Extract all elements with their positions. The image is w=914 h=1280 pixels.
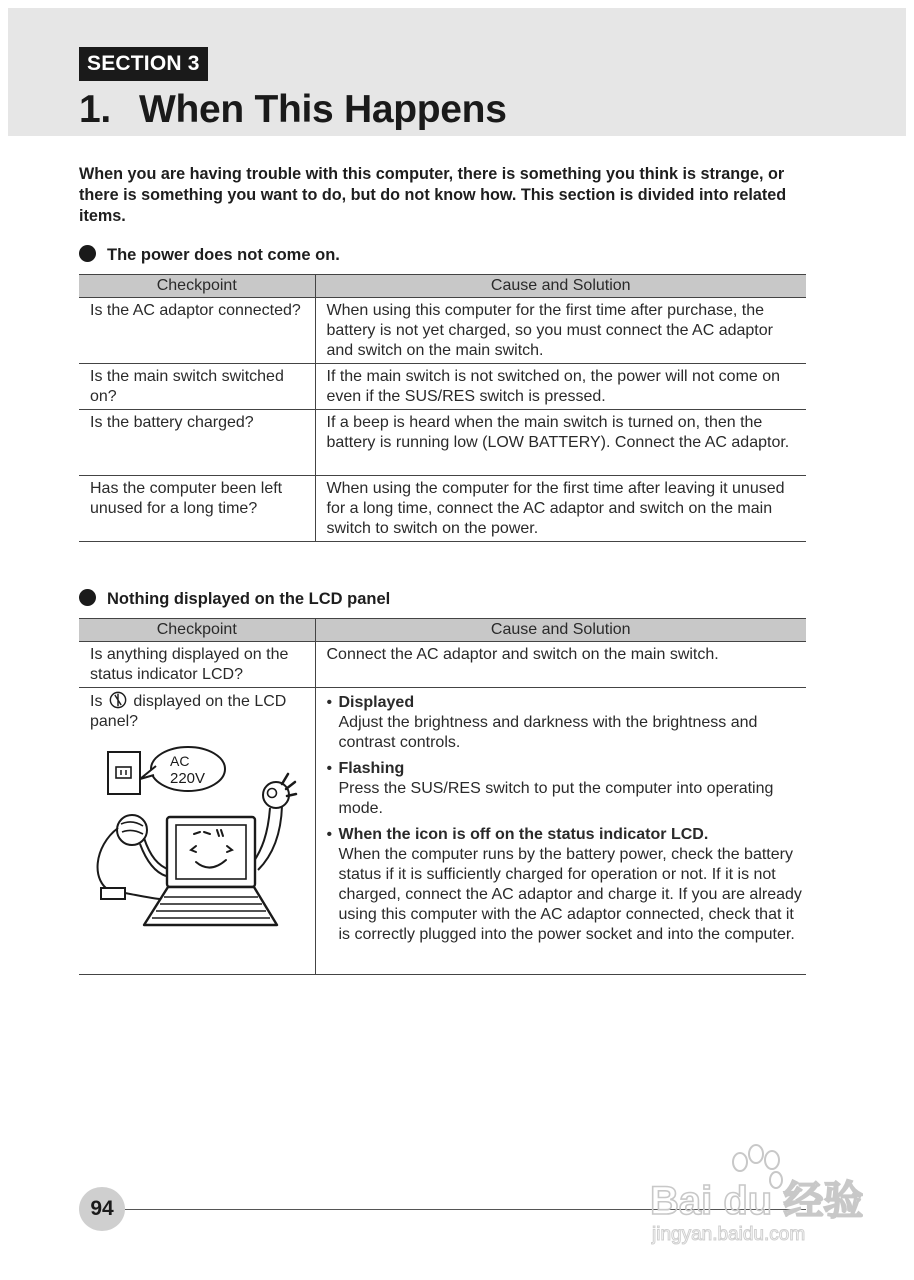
bullet-icon — [79, 245, 96, 262]
solution-title: Displayed — [338, 694, 415, 711]
table-row — [79, 642, 806, 688]
table-row — [79, 298, 806, 364]
table-row — [79, 688, 806, 975]
solution-item: • Displayed Adjust the brightness and darkness with the brightness and contrast controls. — [327, 693, 805, 753]
table-lcd — [79, 618, 806, 975]
checkpoint-cell — [79, 688, 315, 975]
solution-item: • When the icon is off on the status indicator LCD. When the computer runs by the battery power, check the battery status if it is sufficiently charged for operation or not. If it is not charged, connect the AC adaptor and charge it. If you are already using this computer with the AC adaptor connected, check that it is correctly plugged into the power socket and into the computer. — [327, 825, 805, 945]
table-row — [79, 476, 806, 542]
solution-body: Press the SUS/RES switch to put the computer into operating mode. — [338, 780, 774, 817]
section-heading-lcd — [79, 589, 390, 609]
title-number: 1. — [79, 88, 111, 131]
cause-cell: If the main switch is not switched on, the power will not come on even if the SUS/RES switch is pressed. — [315, 364, 806, 410]
section-heading-text: Nothing displayed on the LCD panel — [107, 590, 391, 608]
power-indicator-icon — [109, 691, 127, 709]
section-badge: SECTION 3 — [79, 47, 208, 81]
checkpoint-text-post: displayed on the LCD panel? — [90, 693, 287, 730]
solution-title: When the icon is off on the status indicator LCD. — [338, 826, 709, 843]
cause-cell: Connect the AC adaptor and switch on the main switch. — [315, 642, 806, 688]
cause-cell: When using this computer for the first time after purchase, the battery is not yet charged, so you must connect the AC adaptor and switch on the main switch. — [315, 298, 806, 364]
baidu-watermark — [648, 1140, 863, 1250]
column-header-cause: Cause and Solution — [315, 619, 806, 642]
watermark-url: jingyan.baidu.com — [652, 1224, 806, 1245]
bullet-icon — [79, 589, 96, 606]
section-heading-power — [79, 245, 340, 265]
section-heading-text: The power does not come on. — [107, 246, 340, 264]
intro-paragraph: When you are having trouble with this computer, there is something you think is strange, or there is something you want to do, but do not know how. This section is divided into related items. — [79, 165, 787, 225]
column-header-cause: Cause and Solution — [315, 275, 806, 298]
solution-body: Adjust the brightness and darkness with the brightness and contrast controls. — [338, 714, 758, 751]
page-number: 94 — [79, 1187, 125, 1231]
ac-label: AC — [170, 753, 190, 769]
voltage-label: 220V — [170, 770, 206, 787]
title-text: When This Happens — [139, 88, 507, 131]
checkpoint-cell: Is the main switch switched on? — [79, 364, 315, 410]
checkpoint-cell: Is the battery charged? — [79, 410, 315, 476]
solution-title: Flashing — [338, 760, 405, 777]
solution-body: When the computer runs by the battery power, check the battery status if it is sufficiently charged for operation or not. If it is not charged, connect the AC adaptor and charge it. If you are already using this computer with the AC adaptor connected, check that it is correctly plugged into the power socket and into the computer. — [338, 846, 802, 943]
page-title — [79, 88, 507, 132]
table-power — [79, 274, 806, 542]
laptop-illustration — [92, 742, 307, 937]
table-row — [79, 364, 806, 410]
checkpoint-cell: Is anything displayed on the status indicator LCD? — [79, 642, 315, 688]
checkpoint-cell: Has the computer been left unused for a long time? — [79, 476, 315, 542]
column-header-checkpoint: Checkpoint — [79, 275, 315, 298]
solution-item: • Flashing Press the SUS/RES switch to put the computer into operating mode. — [327, 759, 805, 819]
cause-cell: If a beep is heard when the main switch is turned on, then the battery is running low (LOW BATTERY). Connect the AC adaptor. — [315, 410, 806, 476]
cause-cell — [315, 688, 806, 975]
checkpoint-cell: Is the AC adaptor connected? — [79, 298, 315, 364]
column-header-checkpoint: Checkpoint — [79, 619, 315, 642]
table-row — [79, 410, 806, 476]
checkpoint-text-pre: Is — [90, 693, 103, 710]
watermark-brand: Bai du 经验 — [650, 1179, 863, 1223]
cause-cell: When using the computer for the first time after leaving it unused for a long time, connect the AC adaptor and switch on the main switch to switch on the power. — [315, 476, 806, 542]
